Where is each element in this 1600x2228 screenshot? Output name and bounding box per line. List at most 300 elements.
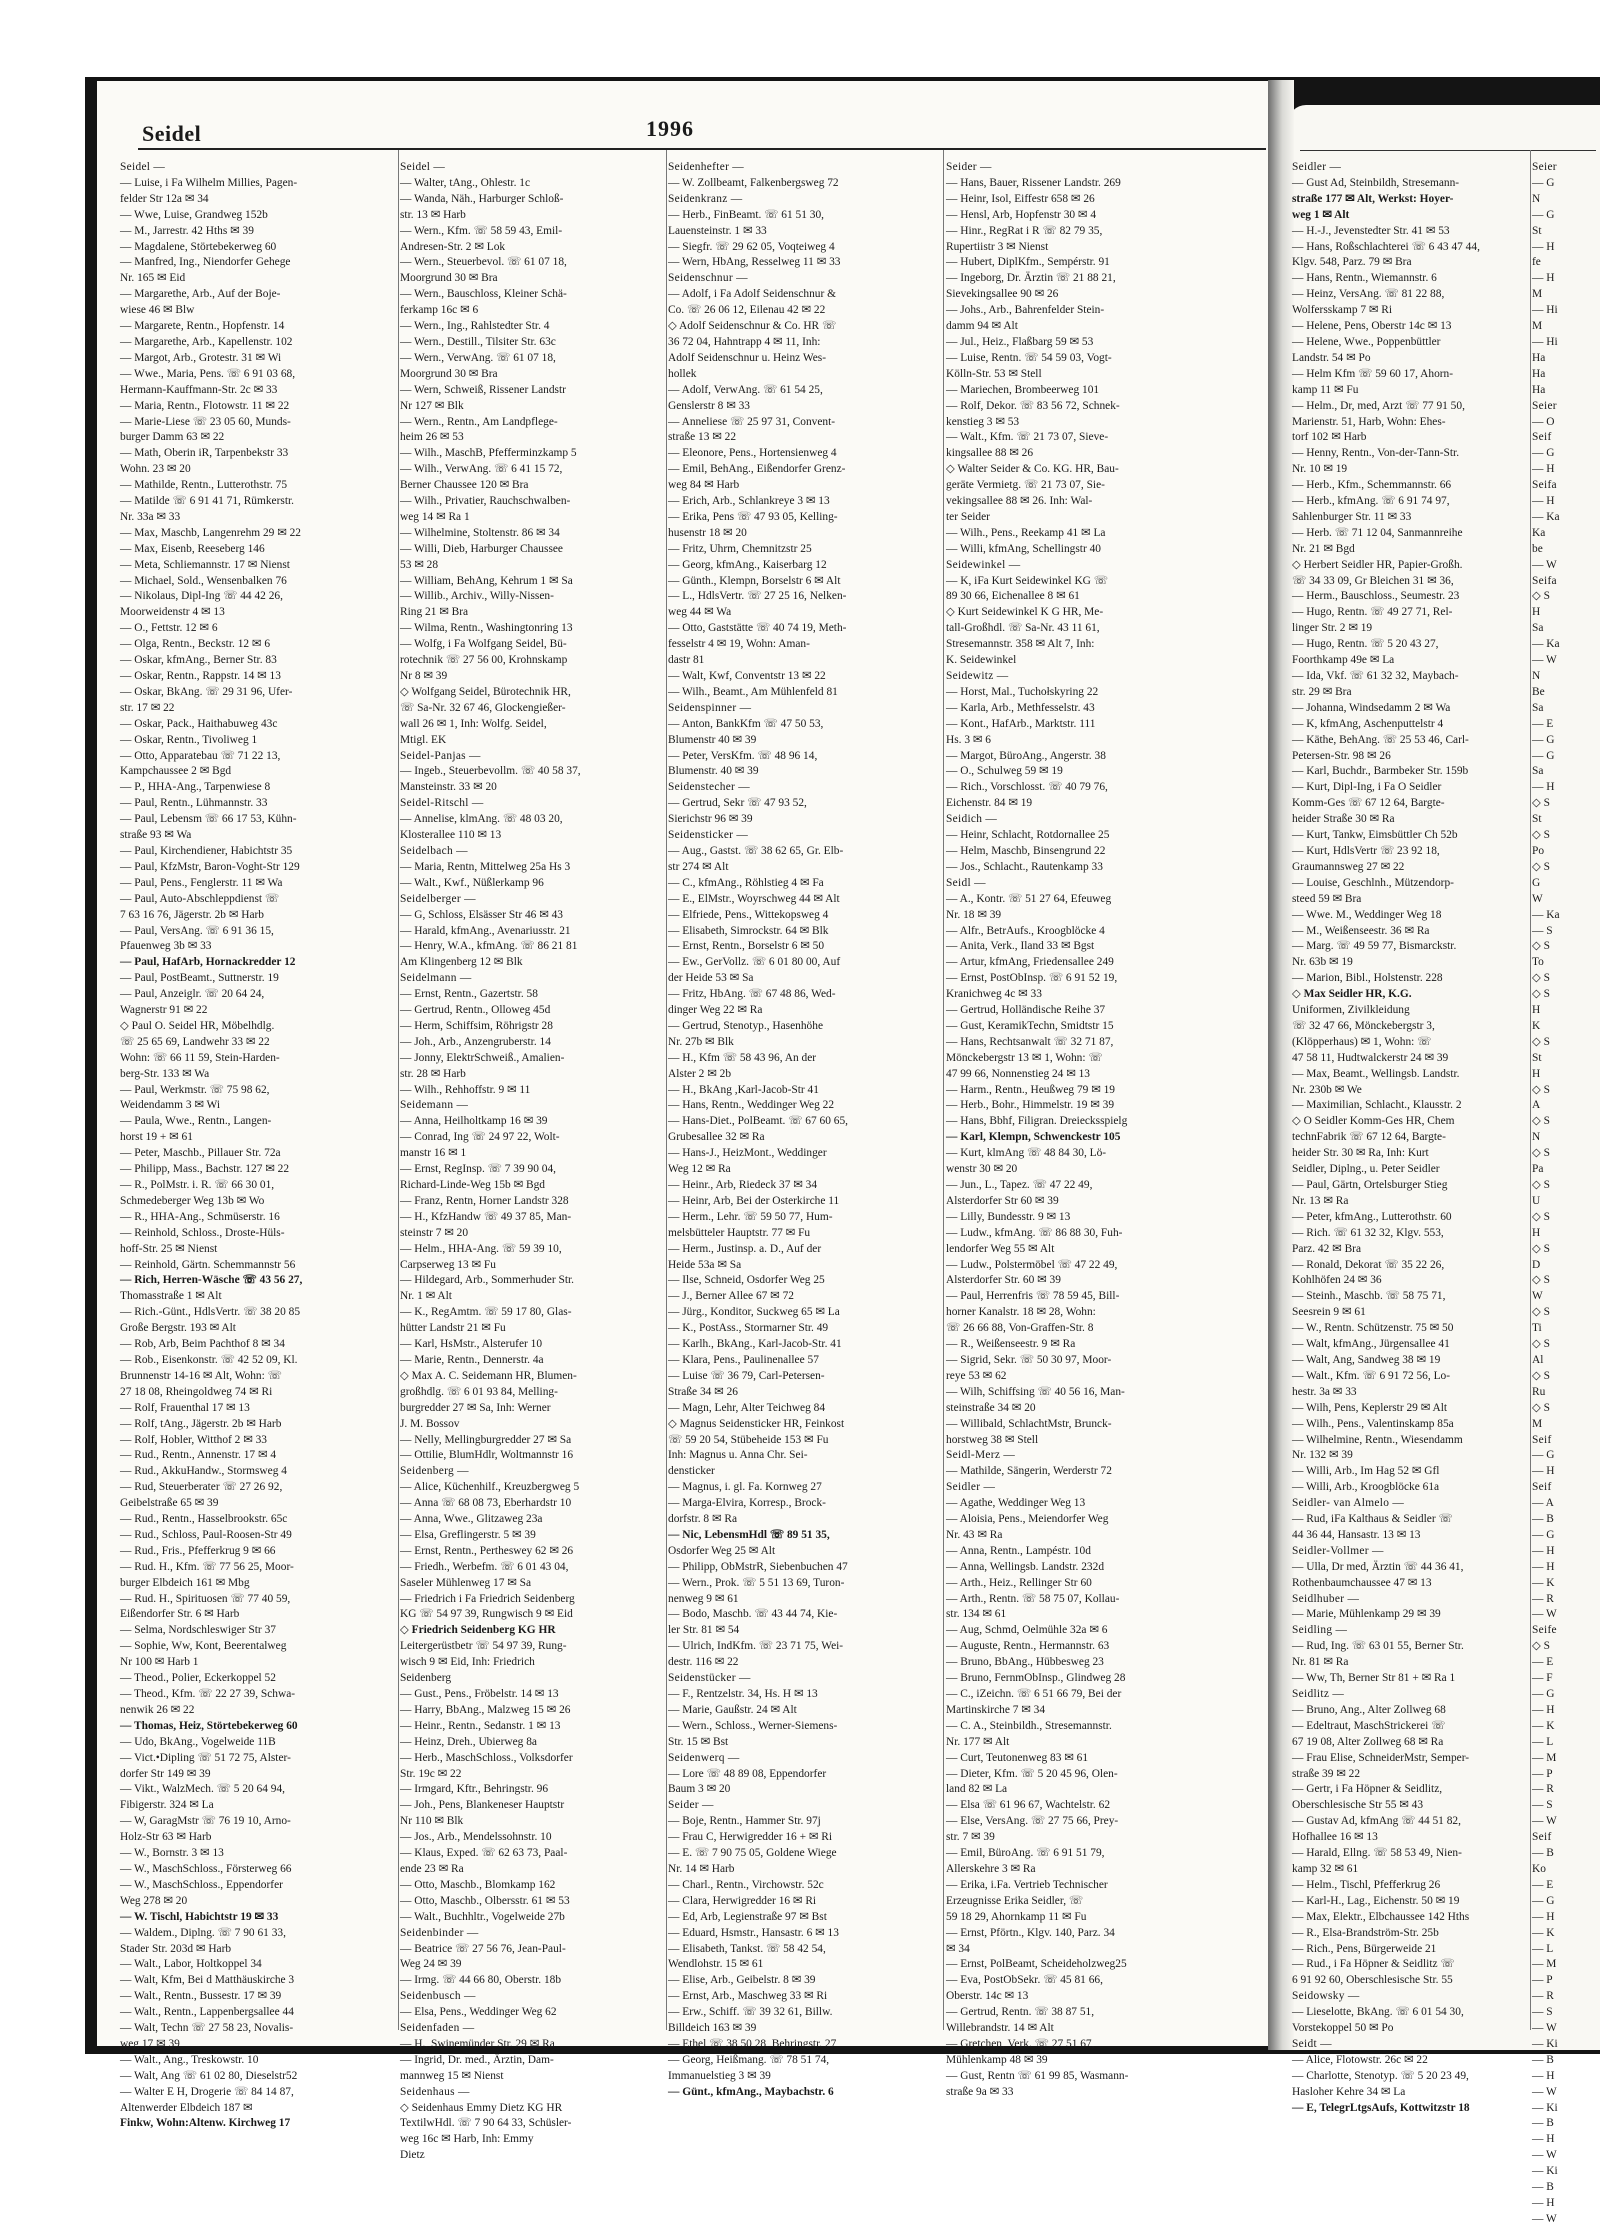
directory-entry: — Georg, kfmAng., Kaiserbarg 12 <box>668 558 827 571</box>
directory-entry: Hermann-Kauffmann-Str. 2c ✉ 33 <box>120 383 278 396</box>
directory-entry: horstweg 38 ✉ Stell <box>946 1433 1039 1446</box>
directory-entry: — W <box>1532 2022 1557 2035</box>
directory-entry: — Edeltraut, MaschStrickerei ☏ <box>1292 1719 1446 1732</box>
directory-entry: — Curt, Teutonenweg 83 ✉ 61 <box>946 1751 1089 1764</box>
directory-entry: ◇ Herbert Seidler HR, Papier-Großh. <box>1292 558 1463 571</box>
surname-heading: Seidl — <box>946 876 986 889</box>
directory-entry: — Ernst, Arb., Maschweg 33 ✉ Ri <box>668 1990 828 2003</box>
directory-entry: — Ulrich, IndKfm. ☏ 23 71 75, Wei- <box>668 1640 844 1653</box>
directory-entry: — Marie, Mühlenkamp 29 ✉ 39 <box>1292 1608 1441 1621</box>
directory-entry: N <box>1532 1131 1541 1144</box>
header-rule <box>138 148 1266 150</box>
directory-entry: — Eleonore, Pens., Hortensienweg 4 <box>668 447 837 460</box>
directory-entry: ◇ Friedrich Seidenberg KG HR <box>400 1624 556 1637</box>
directory-entry: Kranichweg 4c ✉ 33 <box>946 988 1042 1001</box>
directory-entry: — Hubert, DiplKfm., Sempérstr. 91 <box>946 256 1110 269</box>
directory-entry: — Aloisia, Pens., Meiendorfer Weg <box>946 1513 1109 1526</box>
directory-entry: Nr. 177 ✉ Alt <box>946 1735 1010 1748</box>
directory-entry: — H <box>1532 1544 1555 1557</box>
directory-entry: weg 1 ✉ Alt <box>1292 208 1350 221</box>
directory-entry: Pfauenweg 3b ✉ 33 <box>120 940 212 953</box>
directory-entry: großhdlg. ☏ 6 01 93 84, Melling- <box>400 1385 558 1398</box>
directory-entry: Adolf Seidenschnur u. Heinz Wes- <box>668 351 826 364</box>
directory-entry: — Herm., Bauschloss., Seumestr. 23 <box>1292 590 1460 603</box>
directory-entry: — Paul, HafArb, Hornackredder 12 <box>120 956 296 969</box>
directory-entry: — Magn, Lehr, Alter Teichweg 84 <box>668 1401 826 1414</box>
directory-entry: Holz-Str 63 ✉ Harb <box>120 1831 212 1844</box>
directory-entry: weg 84 ✉ Harb <box>668 479 740 492</box>
directory-entry: — L <box>1532 1942 1554 1955</box>
directory-entry: — E <box>1532 1656 1554 1669</box>
directory-entry: — Horst, Mal., Tuchołskyring 22 <box>946 685 1099 698</box>
directory-entry: St <box>1532 1051 1542 1064</box>
directory-entry: Wohn. 23 ✉ 20 <box>120 463 191 476</box>
directory-entry: — Wwe. M., Weddinger Weg 18 <box>1292 908 1442 921</box>
directory-entry: — Ki <box>1532 2165 1558 2178</box>
directory-entry: Petersen-Str. 98 ✉ 26 <box>1292 749 1391 762</box>
directory-entry: 59 18 29, Ahornkamp 11 ✉ Fu <box>946 1910 1087 1923</box>
directory-entry: — E. ☏ 7 90 75 05, Goldene Wiege <box>668 1847 837 1860</box>
directory-entry: — Bruno, Ang., Alter Zollweg 68 <box>1292 1703 1446 1716</box>
directory-entry: dastr 81 <box>668 654 705 667</box>
directory-entry: — Margarethe, Arb., Kapellenstr. 102 <box>120 335 293 348</box>
directory-entry: — Ida, Vkf. ☏ 61 32 32, Maybach- <box>1292 670 1459 682</box>
directory-entry: Nr. 1 ✉ Alt <box>400 1290 452 1303</box>
directory-entry: str. 28 ✉ Harb <box>400 1067 466 1080</box>
directory-entry: Nr. 13 ✉ Ra <box>1292 1194 1349 1207</box>
directory-entry: — H <box>1532 1703 1555 1716</box>
directory-entry: Ko <box>1532 1862 1546 1875</box>
directory-entry: — Margarethe, Arb., Auf der Boje- <box>120 288 281 301</box>
directory-entry: — Heinr, Isol, Eiffestr 658 ✉ 26 <box>946 192 1095 205</box>
directory-entry: — Jul., Heiz., Flaßbarg 59 ✉ 53 <box>946 335 1094 348</box>
directory-entry: — Hans, Bbhf, Filigran. Dreiecksspielg <box>946 1115 1128 1128</box>
directory-entry: str. 17 ✉ 22 <box>120 701 175 714</box>
surname-heading: Seifa <box>1532 479 1557 492</box>
directory-entry: burger Elbdeich 161 ✉ Mbg <box>120 1576 250 1589</box>
directory-entry: — Oskar, Rentn., Tivoliweg 1 <box>120 733 258 746</box>
directory-entry: — Erich, Arb., Schlankreye 3 ✉ 13 <box>668 495 830 508</box>
directory-entry: straße 93 ✉ Wa <box>120 829 192 842</box>
directory-entry: — G <box>1532 749 1555 762</box>
directory-entry: — Herb., Bohr., Himmelstr. 19 ✉ 39 <box>946 1099 1115 1112</box>
directory-entry: — Louise, Geschlnh., Mützendorp- <box>1292 876 1454 889</box>
directory-entry: M <box>1532 1417 1543 1430</box>
directory-entry: — Herm., Justinsp. a. D., Auf der <box>668 1242 822 1255</box>
directory-entry: — Selma, Nordschleswiger Str 37 <box>120 1624 276 1637</box>
directory-entry: — Margarete, Rentn., Hopfenstr. 14 <box>120 320 285 333</box>
directory-entry: — Beatrice ☏ 27 56 76, Jean-Paul- <box>400 1942 566 1955</box>
surname-heading: Seider — <box>946 161 992 173</box>
directory-entry: heider Straße 30 ✉ Ra <box>1292 813 1395 826</box>
directory-entry: ◇ S <box>1532 1401 1550 1414</box>
directory-entry: — Rud., Schloss, Paul-Roosen-Str 49 <box>120 1528 292 1541</box>
surname-heading: Seidler — <box>1292 161 1342 173</box>
directory-entry: — Heinz, Dreh., Ubierweg 8a <box>400 1735 537 1748</box>
directory-entry: — Wern., VerwAng. ☏ 61 07 18, <box>400 351 556 364</box>
directory-entry: — Ki <box>1532 2037 1558 2050</box>
surname-heading: Seidel — <box>400 161 446 173</box>
directory-entry: — Hensl, Arb, Hopfenstr 30 ✉ 4 <box>946 208 1097 221</box>
directory-entry: — Margot, Arb., Grotestr. 31 ✉ Wi <box>120 351 282 364</box>
directory-entry: W <box>1532 892 1543 905</box>
directory-entry: St <box>1532 224 1542 237</box>
directory-entry: str. 13 ✉ Harb <box>400 208 466 221</box>
directory-entry: Weg 24 ✉ 39 <box>400 1958 462 1971</box>
directory-entry: M <box>1532 320 1543 333</box>
directory-entry: — Wilhelmine, Rentn., Wiesendamm <box>1292 1433 1463 1446</box>
directory-entry: ◇ Max Seidler HR, K.G. <box>1292 988 1412 1001</box>
directory-entry: melsbütteler Hauptstr. 77 ✉ Fu <box>668 1226 811 1239</box>
directory-entry: Pa <box>1532 1163 1544 1176</box>
directory-entry: ☏ 32 47 66, Mönckebergstr 3, <box>1292 1019 1435 1032</box>
directory-entry: — Aug, Schmd, Oelmühle 32a ✉ 6 <box>946 1624 1108 1637</box>
directory-entry: — Paul, VersAng. ☏ 6 91 36 15, <box>120 924 274 937</box>
directory-entry: Ha <box>1532 351 1546 364</box>
directory-entry: — E <box>1532 1878 1554 1891</box>
directory-entry: — Ka <box>1532 638 1560 651</box>
directory-entry: — Charlotte, Stenotyp. ☏ 5 20 23 49, <box>1292 2069 1469 2082</box>
directory-entry: Parz. 42 ✉ Bra <box>1292 1242 1362 1255</box>
surname-heading: Seidenstecher — <box>668 781 750 794</box>
directory-entry: wiese 46 ✉ Blw <box>120 304 195 317</box>
directory-entry: — Herm, Schiffsim, Röhrigstr 28 <box>400 1019 553 1032</box>
directory-entry: 7 63 16 76, Jägerstr. 2b ✉ Harb <box>120 908 264 921</box>
directory-entry: Dietz <box>400 2149 425 2162</box>
directory-entry: — Luise, Rentn. ☏ 54 59 03, Vogt- <box>946 351 1112 364</box>
directory-entry: — Walt, Techn ☏ 27 58 23, Novalis- <box>120 2022 294 2035</box>
directory-entry: — G <box>1532 1688 1555 1700</box>
directory-entry: — Gertrud, Sekr ☏ 47 93 52, <box>668 797 807 810</box>
directory-entry: nenwik 26 ✉ 22 <box>120 1703 195 1716</box>
directory-entry: ◇ S <box>1532 1369 1550 1382</box>
directory-entry: Berner Chaussee 120 ✉ Bra <box>400 479 529 492</box>
directory-entry: — Kurt, Dipl-Ing, i Fa O Seidler <box>1292 781 1442 794</box>
directory-entry: — Hans, Rechtsanwalt ☏ 32 71 87, <box>946 1035 1114 1048</box>
directory-entry: — H <box>1532 2069 1555 2082</box>
directory-entry: Al <box>1532 1353 1544 1366</box>
directory-entry: horst 19 + ✉ 61 <box>120 1131 193 1144</box>
directory-entry: Lauensteinstr. 1 ✉ 33 <box>668 224 767 237</box>
directory-entry: — A., Kontr. ☏ 51 27 64, Efeuweg <box>946 892 1112 905</box>
directory-entry: rotechnik ☏ 27 56 00, Krohnskamp <box>400 654 568 667</box>
directory-entry: — Wern., Bauschloss, Kleiner Schä- <box>400 288 567 301</box>
directory-entry: ◇ Seidenhaus Emmy Dietz KG HR <box>400 2101 563 2114</box>
directory-entry: ◇ S <box>1532 1306 1550 1319</box>
surname-heading: Seidenberg — <box>400 1465 469 1478</box>
directory-entry: weg 17 ✉ 39 <box>120 2037 180 2050</box>
directory-entry: Nr. 43 ✉ Ra <box>946 1528 1003 1541</box>
directory-entry: — Rich., Pens, Bürgerweide 21 <box>1292 1942 1437 1955</box>
directory-entry: ende 23 ✉ Ra <box>400 1862 464 1875</box>
directory-entry: — H <box>1532 463 1555 476</box>
directory-entry: — S <box>1532 1799 1553 1812</box>
directory-entry: — Gust Ad, Steinbildh, Stresemann- <box>1292 176 1460 189</box>
directory-entry: — Harald, kfmAng., Avenariusstr. 21 <box>400 924 571 937</box>
directory-entry: ◇ S <box>1532 1179 1550 1191</box>
directory-entry: 6 91 92 60, Oberschlesische Str. 55 <box>1292 1974 1453 1987</box>
directory-entry: — Ingrid, Dr. med., Ärztin, Dam- <box>400 2053 554 2066</box>
directory-entry: — Math, Oberin iR, Tarpenbekstr 33 <box>120 447 289 460</box>
directory-entry: — Ernst, RegInsp. ☏ 7 39 90 04, <box>400 1163 556 1176</box>
directory-entry: Nr. 18 ✉ 39 <box>946 908 1002 921</box>
directory-entry: — H., Kfm ☏ 58 43 96, An der <box>668 1051 817 1064</box>
directory-entry: — Walt., Ang., Treskowstr. 10 <box>120 2053 259 2066</box>
directory-entry: Nr. 165 ✉ Eid <box>120 272 186 285</box>
directory-entry: — Helm., Tischl, Pfefferkrug 26 <box>1292 1878 1441 1891</box>
directory-entry: — Wilh., Pens., Reekamp 41 ✉ La <box>946 526 1106 539</box>
directory-entry: weg 14 ✉ Ra 1 <box>400 510 470 523</box>
directory-entry: — Luise ☏ 36 79, Carl-Petersen- <box>668 1369 825 1382</box>
directory-entry: — Wilh, Schiffsing ☏ 40 56 16, Man- <box>946 1385 1125 1398</box>
directory-entry: berg-Str. 133 ✉ Wa <box>120 1067 210 1080</box>
directory-entry: — P., HHA-Ang., Tarpenwiese 8 <box>120 781 271 794</box>
directory-entry: — Herm., Lehr. ☏ 59 50 77, Hum- <box>668 1210 833 1223</box>
surname-heading: Seif <box>1532 431 1552 444</box>
directory-entry: Ring 21 ✉ Bra <box>400 606 469 619</box>
directory-entry: — Willi, Arb., Im Hag 52 ✉ Gfl <box>1292 1465 1440 1478</box>
directory-entry: — H., BkAng ,Karl-Jacob-Str 41 <box>668 1083 819 1096</box>
directory-entry: Rothenbaumchaussee 47 ✉ 13 <box>1292 1576 1432 1589</box>
directory-entry: Thomasstraße 1 ✉ Alt <box>120 1290 222 1303</box>
directory-entry: — Lilly, Bundesstr. 9 ✉ 13 <box>946 1210 1071 1223</box>
directory-entry: — Hans, Roßschlachterei ☏ 6 43 47 44, <box>1292 240 1480 253</box>
right-page-header-rule <box>1300 150 1596 151</box>
directory-entry: — R., Weißenseestr. 9 ✉ Ra <box>946 1338 1076 1351</box>
directory-entry: — Rolf, Hobler, Witthof 2 ✉ 33 <box>120 1433 267 1446</box>
directory-entry: — Paul, Pens., Fenglerstr. 11 ✉ Wa <box>120 876 283 889</box>
directory-entry: — G <box>1532 176 1555 189</box>
directory-entry: — Rich., Vorschlosst. ☏ 40 79 76, <box>946 781 1108 794</box>
directory-entry: Nr 127 ✉ Blk <box>400 399 464 412</box>
directory-entry: — Wern., Kfm. ☏ 58 59 43, Emil- <box>400 224 563 237</box>
directory-entry: — H <box>1532 240 1555 253</box>
directory-entry: horner Kanalstr. 18 ✉ 28, Wohn: <box>946 1306 1096 1319</box>
directory-entry: — Wern., Schloss., Werner-Siemens- <box>668 1719 838 1732</box>
directory-entry: — Frau C, Herwigredder 16 + ✉ Ri <box>668 1831 833 1844</box>
directory-entry: — Wern, HbAng, Resselweg 11 ✉ 33 <box>668 256 841 269</box>
surname-heading: Seif <box>1532 1433 1552 1446</box>
directory-entry: weg 44 ✉ Wa <box>668 606 732 619</box>
directory-entry: — W., MaschSchloss., Försterweg 66 <box>120 1862 292 1875</box>
directory-entry: — Alfr., BetrAufs., Kroogblöcke 4 <box>946 924 1105 937</box>
directory-entry: — Meta, Schliemannstr. 17 ✉ Nienst <box>120 558 290 571</box>
directory-entry: — Hildegard, Arb., Sommerhuder Str. <box>400 1274 575 1287</box>
directory-entry: Grubesallee 32 ✉ Ra <box>668 1131 765 1144</box>
directory-entry: — Lieselotte, BkAng. ☏ 6 01 54 30, <box>1292 2006 1464 2019</box>
directory-entry: — Jürg., Konditor, Suckweg 65 ✉ La <box>668 1306 840 1319</box>
directory-entry: J. M. Bossov <box>400 1417 460 1430</box>
directory-entry: — C., iZeichn. ☏ 6 51 66 79, Bei der <box>946 1688 1122 1700</box>
directory-entry: — Jonny, ElektrSchweiß., Amalien- <box>400 1051 565 1064</box>
directory-entry: — Charl., Rentn., Virchowstr. 52c <box>668 1878 824 1891</box>
directory-entry: manstr 16 ✉ 1 <box>400 1147 467 1160</box>
directory-entry: Graumannsweg 27 ✉ 22 <box>1292 860 1405 873</box>
directory-entry: Blumenstr 40 ✉ 39 <box>668 733 757 746</box>
directory-entry: land 82 ✉ La <box>946 1783 1008 1796</box>
directory-entry: — P <box>1532 1767 1553 1780</box>
directory-entry: — Rud. H., Kfm. ☏ 77 56 25, Moor- <box>120 1560 294 1573</box>
directory-entry: Str. 19c ✉ 22 <box>400 1767 462 1780</box>
directory-entry: U <box>1532 1194 1541 1207</box>
directory-entry: steinstraße 34 ✉ 20 <box>946 1401 1036 1414</box>
directory-entry: K <box>1532 1019 1541 1032</box>
directory-entry: Nr. 10 ✉ 19 <box>1292 463 1348 476</box>
directory-entry: ☏ 26 66 88, Von-Graffen-Str. 8 <box>946 1322 1094 1335</box>
directory-entry: — G <box>1532 1528 1555 1541</box>
directory-entry: — Eduard, Hsmstr., Hansastr. 6 ✉ 13 <box>668 1926 839 1939</box>
directory-entry: Geibelstraße 65 ✉ 39 <box>120 1497 219 1510</box>
directory-entry: — H <box>1532 1910 1555 1923</box>
directory-entry: ◇ S <box>1532 988 1550 1001</box>
directory-entry: — Harm., Rentn., Heußweg 79 ✉ 19 <box>946 1083 1115 1096</box>
directory-entry: — Peter, VersKfm. ☏ 48 96 14, <box>668 749 818 762</box>
directory-entry: ◇ S <box>1532 1210 1550 1223</box>
directory-entry: H <box>1532 1226 1541 1239</box>
directory-entry: — Marion, Bibl., Holstenstr. 228 <box>1292 972 1443 985</box>
directory-entry: Seidler, Diplng., u. Peter Seidler <box>1292 1163 1440 1176</box>
directory-entry: — Paul, Werkmstr. ☏ 75 98 62, <box>120 1083 270 1096</box>
directory-entry: 89 30 66, Eichenallee 8 ✉ 61 <box>946 590 1080 603</box>
directory-entry: ◇ S <box>1532 590 1550 603</box>
directory-entry: — Olga, Rentn., Beckstr. 12 ✉ 6 <box>120 638 271 651</box>
surname-heading: Seidling — <box>1292 1624 1348 1637</box>
directory-entry: — Marie, Gaußstr. 24 ✉ Alt <box>668 1703 797 1716</box>
directory-entry: — F., Rentzelstr. 34, Hs. H ✉ 13 <box>668 1688 818 1700</box>
directory-entry: ◇ S <box>1532 797 1550 810</box>
directory-entry: — Arth., Heiz., Rellinger Str 60 <box>946 1576 1092 1589</box>
directory-entry: — K <box>1532 1576 1555 1589</box>
directory-entry: — Paul, Kirchendiener, Habichtstr 35 <box>120 844 293 857</box>
directory-entry: — Herb., FinBeamt. ☏ 61 51 30, <box>668 208 824 221</box>
directory-entry: — O <box>1532 415 1555 428</box>
directory-column-6 <box>1532 160 1600 2225</box>
directory-entry: Nr. 132 ✉ 39 <box>1292 1449 1353 1462</box>
directory-entry: — Ronald, Dekorat ☏ 35 22 26, <box>1292 1258 1445 1271</box>
directory-entry: — Agathe, Weddinger Weg 13 <box>946 1497 1086 1510</box>
directory-entry: — B <box>1532 1847 1554 1860</box>
directory-entry: — L., HdlsVertr. ☏ 27 25 16, Nelken- <box>668 590 847 603</box>
directory-entry: Richard-Linde-Weg 15b ✉ Bgd <box>400 1179 545 1191</box>
directory-entry: dorfer Str 149 ✉ 39 <box>120 1767 211 1780</box>
directory-entry: — Emil, BüroAng. ☏ 6 91 51 79, <box>946 1847 1105 1860</box>
directory-entry: 27 18 08, Rheingoldweg 74 ✉ Ri <box>120 1385 273 1398</box>
directory-entry: — Hugo, Rentn. ☏ 5 20 43 27, <box>1292 638 1439 651</box>
directory-entry: — A <box>1532 1497 1554 1510</box>
directory-entry: Straße 34 ✉ 26 <box>668 1385 738 1398</box>
directory-entry: straße 13 ✉ 22 <box>668 431 737 444</box>
directory-entry: — Rud., Fris., Pfefferkrug 9 ✉ 66 <box>120 1544 276 1557</box>
directory-entry: — Rolf, Dekor. ☏ 83 56 72, Schnek- <box>946 399 1120 412</box>
directory-entry: — Ludw., kfmAng. ☏ 86 88 30, Fuh- <box>946 1226 1123 1239</box>
directory-entry: geräte Vermietg. ☏ 21 73 07, Sie- <box>946 479 1105 492</box>
directory-entry: — Helm., HHA-Ang. ☏ 59 39 10, <box>400 1242 562 1255</box>
directory-entry: technFabrik ☏ 67 12 64, Bargte- <box>1292 1131 1446 1144</box>
directory-entry: — G <box>1532 208 1555 221</box>
directory-entry: — G <box>1532 1449 1555 1462</box>
directory-entry: Oberschlesische Str 55 ✉ 43 <box>1292 1799 1424 1812</box>
directory-entry: — Siegfr. ☏ 29 62 05, Voqteiweg 4 <box>668 240 835 253</box>
directory-entry: — Bruno, BbAng., Hübbesweg 23 <box>946 1656 1104 1669</box>
directory-entry: — Elisabeth, Tankst. ☏ 58 42 54, <box>668 1942 826 1955</box>
directory-entry: Wendlohstr. 15 ✉ 61 <box>668 1958 764 1971</box>
directory-entry: — Marie, Rentn., Dennerstr. 4a <box>400 1353 544 1366</box>
directory-entry: Immanuelstieg 3 ✉ 39 <box>668 2069 771 2082</box>
directory-entry: Nr 100 ✉ Harb 1 <box>120 1656 199 1669</box>
directory-entry: — Walt., Kfm. ☏ 6 91 72 56, Lo- <box>1292 1369 1451 1382</box>
directory-entry: — W <box>1532 1815 1557 1828</box>
directory-entry: — E., ElMstr., Woyrschweg 44 ✉ Alt <box>668 892 840 905</box>
directory-entry: — Ki <box>1532 2101 1558 2114</box>
directory-entry: — M <box>1532 1751 1557 1764</box>
directory-entry: ◇ S <box>1532 940 1550 953</box>
directory-entry: — Anneliese ☏ 25 97 31, Convent- <box>668 415 836 428</box>
directory-entry: Alster 2 ✉ 2b <box>668 1067 732 1080</box>
directory-entry: torf 102 ✉ Harb <box>1292 431 1367 444</box>
book-gutter <box>1268 80 1294 2050</box>
directory-entry: Moorgrund 30 ✉ Bra <box>400 272 498 285</box>
surname-heading: Seidlhuber — <box>1292 1592 1360 1605</box>
directory-entry: KG ☏ 54 97 39, Rungwisch 9 ✉ Eid <box>400 1608 573 1621</box>
directory-entry: Baum 3 ✉ 20 <box>668 1783 731 1796</box>
directory-entry: Alsterdorfer Str 60 ✉ 39 <box>946 1194 1059 1207</box>
directory-entry: — Harry, BbAng., Malzweg 15 ✉ 26 <box>400 1703 571 1716</box>
directory-entry: — O., Fettstr. 12 ✉ 6 <box>120 622 218 635</box>
directory-entry: der Heide 53 ✉ Sa <box>668 972 754 985</box>
directory-entry: steinstr 7 ✉ 20 <box>400 1226 469 1239</box>
directory-entry: — Wwe., Maria, Pens. ☏ 6 91 03 68, <box>120 367 296 380</box>
directory-entry: — W., MaschSchloss., Eppendorfer <box>120 1878 283 1891</box>
directory-entry: — Peter, Maschb., Pillauer Str. 72a <box>120 1147 281 1160</box>
directory-entry: — Bruno, FernmObInsp., Glindweg 28 <box>946 1672 1126 1685</box>
directory-entry: K. Seidewinkel <box>946 654 1017 667</box>
directory-entry: str 274 ✉ Alt <box>668 860 729 873</box>
directory-entry: — Marie-Liese ☏ 23 05 60, Munds- <box>120 415 291 428</box>
directory-entry: — G <box>1532 733 1555 746</box>
directory-entry: — Elise, Arb., Geibelstr. 8 ✉ 39 <box>668 1974 816 1987</box>
directory-entry: Wolfersskamp 7 ✉ Ri <box>1292 304 1393 317</box>
directory-entry: Wagnerstr 91 ✉ 22 <box>120 1004 208 1017</box>
directory-entry: be <box>1532 542 1543 555</box>
directory-entry: 36 72 04, Hahntrapp 4 ✉ 11, Inh: <box>668 335 821 348</box>
directory-entry: — Hi <box>1532 304 1558 317</box>
directory-entry: Genslerstr 8 ✉ 33 <box>668 399 750 412</box>
directory-entry: Oberstr. 14c ✉ 13 <box>946 1990 1029 2003</box>
directory-entry: — Willi, kfmAng, Schellingstr 40 <box>946 542 1101 555</box>
directory-entry: — Auguste, Rentn., Hermannstr. 63 <box>946 1640 1110 1653</box>
directory-entry: TextilwHdl. ☏ 7 90 64 33, Schüsler- <box>400 2117 572 2130</box>
directory-entry: — Oskar, kfmAng., Berner Str. 83 <box>120 654 277 667</box>
directory-entry: — R <box>1532 1592 1554 1605</box>
directory-entry: ◇ S <box>1532 1083 1550 1096</box>
directory-entry: — E <box>1532 717 1554 730</box>
directory-entry: — Mariechen, Brombeerweg 101 <box>946 383 1100 396</box>
directory-entry: kamp 32 ✉ 61 <box>1292 1862 1359 1875</box>
directory-entry: Sa <box>1532 765 1544 778</box>
directory-entry: — Wilh., Privatier, Rauchschwalben- <box>400 495 571 508</box>
directory-entry: — Maximilian, Schlacht., Klausstr. 2 <box>1292 1099 1462 1112</box>
directory-entry: 67 19 08, Alter Zollweg 68 ✉ Ra <box>1292 1735 1444 1748</box>
directory-entry: — H <box>1532 781 1555 794</box>
directory-entry: — Marg. ☏ 49 59 77, Bismarckstr. <box>1292 940 1457 953</box>
directory-entry: — Ottilie, BlumHdlr, Woltmannstr 16 <box>400 1449 574 1462</box>
directory-entry: — Magnus, i. gl. Fa. Kornweg 27 <box>668 1481 822 1494</box>
directory-entry: — Max, Maschb, Langenrehm 29 ✉ 22 <box>120 526 301 539</box>
directory-entry: — Kurt, klmAng ☏ 48 84 30, Lö- <box>946 1147 1107 1160</box>
directory-entry: Foorthkamp 49e ✉ La <box>1292 654 1395 667</box>
directory-entry: — Walt., Kfm. ☏ 21 73 07, Sieve- <box>946 431 1109 444</box>
directory-entry: — Anna, Wwe., Glitzaweg 23a <box>400 1513 543 1526</box>
